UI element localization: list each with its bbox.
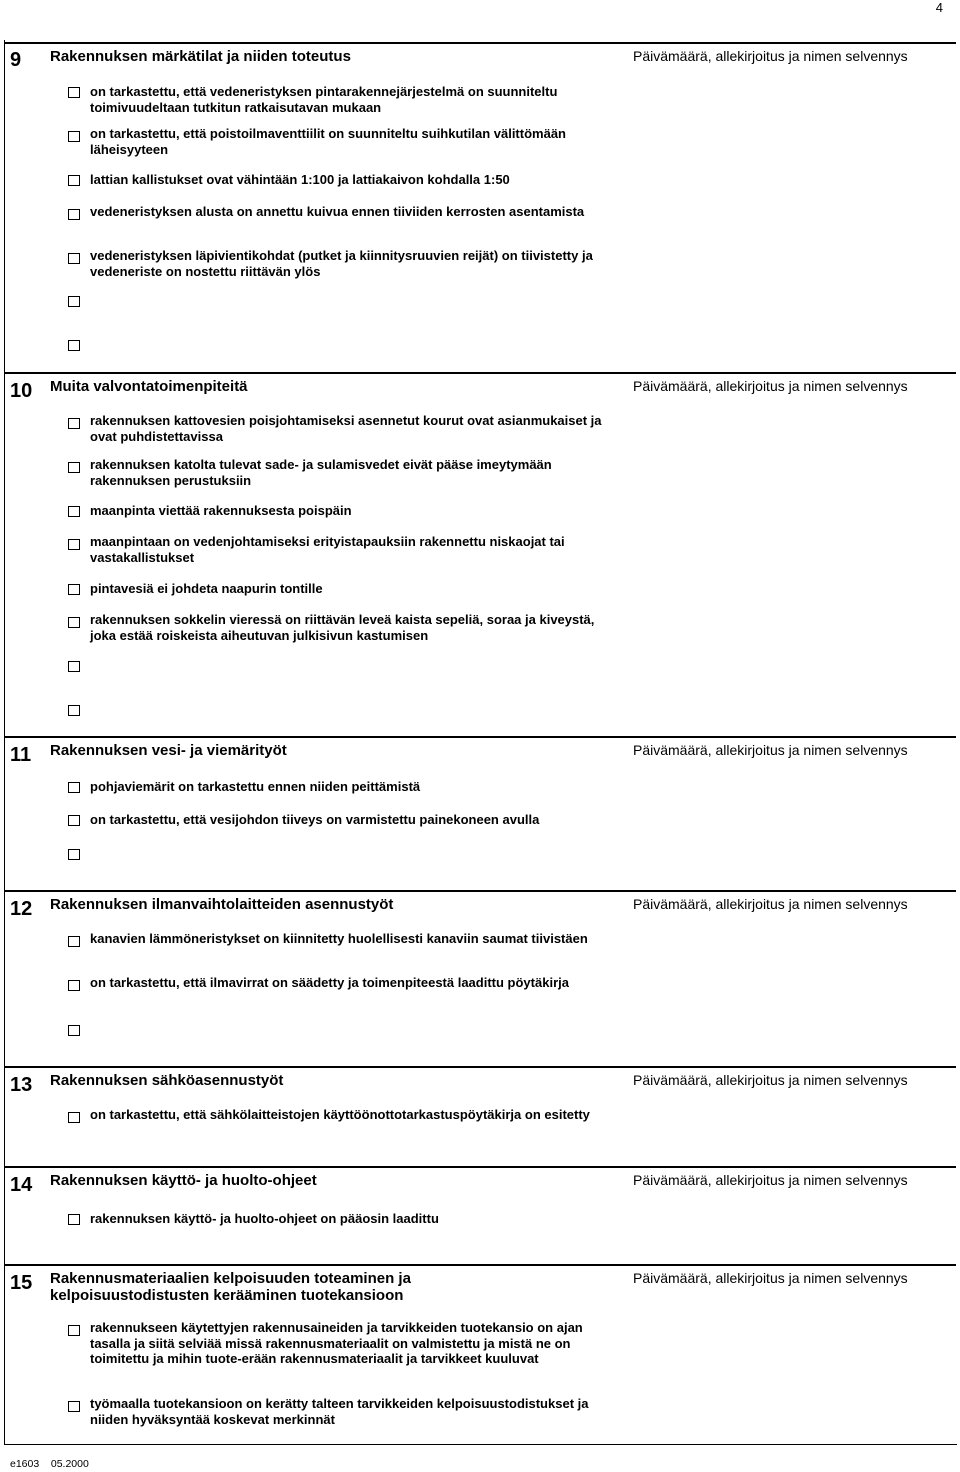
section-number: 10 bbox=[10, 380, 33, 402]
section-title: Rakennusmateriaalien kelpoisuuden toteaminen ja kelpoisuustodistusten kerääminen tuotekansioon bbox=[50, 1270, 411, 1304]
signature-label: Päivämäärä, allekirjoitus ja nimen selvennys bbox=[633, 896, 908, 912]
section-number: 9 bbox=[10, 49, 22, 71]
item-text: lattian kallistukset ovat vähintään 1:100 ja lattiakaivon kohdalla 1:50 bbox=[90, 172, 510, 187]
signature-label: Päivämäärä, allekirjoitus ja nimen selvennys bbox=[633, 1072, 908, 1088]
section-title: Rakennuksen ilmanvaihtolaitteiden asennustyöt bbox=[50, 896, 394, 913]
checkbox[interactable] bbox=[68, 418, 80, 429]
checkbox[interactable] bbox=[68, 661, 80, 672]
item-text: rakennuksen kattovesien poisjohtamiseksi asennetut kourut ovat asianmukaiset ja ovat puhdistettavissa bbox=[90, 413, 602, 444]
section-9 bbox=[5, 42, 956, 374]
checkbox[interactable] bbox=[68, 936, 80, 947]
checkbox[interactable] bbox=[68, 849, 80, 860]
item-text: on tarkastettu, että sähkölaitteistojen käyttöönottotarkastuspöytäkirja on esitetty bbox=[90, 1107, 590, 1122]
checkbox[interactable] bbox=[68, 462, 80, 473]
section-number: 13 bbox=[10, 1074, 33, 1096]
checkbox[interactable] bbox=[68, 506, 80, 517]
item-text: rakennukseen käytettyjen rakennusaineiden ja tarvikkeiden tuotekansio on ajan tasalla ja siitä selviää missä rakennusmateriaalit on valmistettu ja mistä ne on toimitettu ja mihin tuote-erään rakennusmateriaalit ja tarvikkeet kuuluvat bbox=[90, 1320, 583, 1366]
section-title: Muita valvontatoimenpiteitä bbox=[50, 378, 248, 395]
item-text: rakennuksen katolta tulevat sade- ja sulamisvedet eivät pääse imeytymään rakennuksen perustuksiin bbox=[90, 457, 552, 488]
checkbox[interactable] bbox=[68, 209, 80, 220]
section-number: 12 bbox=[10, 898, 33, 920]
section-number: 15 bbox=[10, 1272, 33, 1294]
item-text: rakennuksen sokkelin vieressä on riittävän leveä kaista sepeliä, soraa ja kiveystä, joka estää roiskeista aiheutuvan julkisivun kastumisen bbox=[90, 612, 595, 643]
section-10 bbox=[5, 372, 956, 738]
item-text: kanavien lämmöneristykset on kiinnitetty huolellisesti kanaviin saumat tiivistäen bbox=[90, 931, 588, 946]
section-title: Rakennuksen vesi- ja viemärityöt bbox=[50, 742, 287, 759]
section-title: Rakennuksen sähköasennustyöt bbox=[50, 1072, 284, 1089]
section-15 bbox=[5, 1264, 956, 1446]
checkbox[interactable] bbox=[68, 782, 80, 793]
checkbox[interactable] bbox=[68, 296, 80, 307]
item-text: on tarkastettu, että vedeneristyksen pintarakennejärjestelmä on suunniteltu toimivuudeltaan tutkitun ratkaisutavan mukaan bbox=[90, 84, 558, 115]
form-date: 05.2000 bbox=[50, 1458, 89, 1470]
item-text: maanpintaan on vedenjohtamiseksi erityistapauksiin rakennettu niskaojat tai vastakallistukset bbox=[90, 534, 565, 565]
checkbox[interactable] bbox=[68, 705, 80, 716]
item-text: työmaalla tuotekansioon on kerätty talteen tarvikkeiden kelpoisuustodistukset ja niiden hyväksyntää koskevat merkinnät bbox=[90, 1396, 589, 1427]
section-number: 11 bbox=[10, 744, 32, 766]
item-text: on tarkastettu, että ilmavirrat on säädetty ja toimenpiteestä laadittu pöytäkirja bbox=[90, 975, 569, 990]
checkbox[interactable] bbox=[68, 617, 80, 628]
item-text: rakennuksen käyttö- ja huolto-ohjeet on pääosin laadittu bbox=[90, 1211, 439, 1226]
checkbox[interactable] bbox=[68, 1025, 80, 1036]
checkbox[interactable] bbox=[68, 253, 80, 264]
form-footer bbox=[10, 1458, 89, 1470]
checkbox[interactable] bbox=[68, 175, 80, 186]
item-text: maanpinta viettää rakennuksesta poispäin bbox=[90, 503, 352, 518]
item-text: pintavesiä ei johdeta naapurin tontille bbox=[90, 581, 323, 596]
checkbox[interactable] bbox=[68, 584, 80, 595]
section-title: Rakennuksen märkätilat ja niiden toteutus bbox=[50, 48, 351, 65]
checkbox[interactable] bbox=[68, 1214, 80, 1225]
checkbox[interactable] bbox=[68, 87, 80, 98]
signature-label: Päivämäärä, allekirjoitus ja nimen selvennys bbox=[633, 378, 908, 394]
item-text: vedeneristyksen läpivientikohdat (putket ja kiinnitysruuvien reijät) on tiivistetty ja vedeneriste on nostettu riittävän ylös bbox=[90, 248, 593, 279]
item-text: on tarkastettu, että poistoilmaventtiilit on suunniteltu suihkutilan välittömään läheisyyteen bbox=[90, 126, 566, 157]
checkbox[interactable] bbox=[68, 1112, 80, 1123]
checkbox[interactable] bbox=[68, 131, 80, 142]
signature-label: Päivämäärä, allekirjoitus ja nimen selvennys bbox=[633, 48, 908, 64]
item-text: vedeneristyksen alusta on annettu kuivua ennen tiiviiden kerrosten asentamista bbox=[90, 204, 585, 219]
section-13 bbox=[5, 1066, 956, 1168]
section-11 bbox=[5, 736, 956, 892]
section-number: 14 bbox=[10, 1174, 33, 1196]
page-number: 4 bbox=[935, 0, 943, 15]
item-text: pohjaviemärit on tarkastettu ennen niiden peittämistä bbox=[90, 779, 421, 794]
checkbox[interactable] bbox=[68, 539, 80, 550]
section-14 bbox=[5, 1166, 956, 1266]
section-12 bbox=[5, 890, 956, 1068]
form-code: e1603 bbox=[10, 1458, 40, 1470]
checkbox[interactable] bbox=[68, 1401, 80, 1412]
section-title: Rakennuksen käyttö- ja huolto-ohjeet bbox=[50, 1172, 317, 1189]
checkbox[interactable] bbox=[68, 815, 80, 826]
checkbox[interactable] bbox=[68, 1325, 80, 1336]
item-text: on tarkastettu, että vesijohdon tiiveys on varmistettu painekoneen avulla bbox=[90, 812, 540, 827]
signature-label: Päivämäärä, allekirjoitus ja nimen selvennys bbox=[633, 1270, 908, 1286]
checkbox[interactable] bbox=[68, 340, 80, 351]
checkbox[interactable] bbox=[68, 980, 80, 991]
signature-label: Päivämäärä, allekirjoitus ja nimen selvennys bbox=[633, 742, 908, 758]
signature-label: Päivämäärä, allekirjoitus ja nimen selvennys bbox=[633, 1172, 908, 1188]
